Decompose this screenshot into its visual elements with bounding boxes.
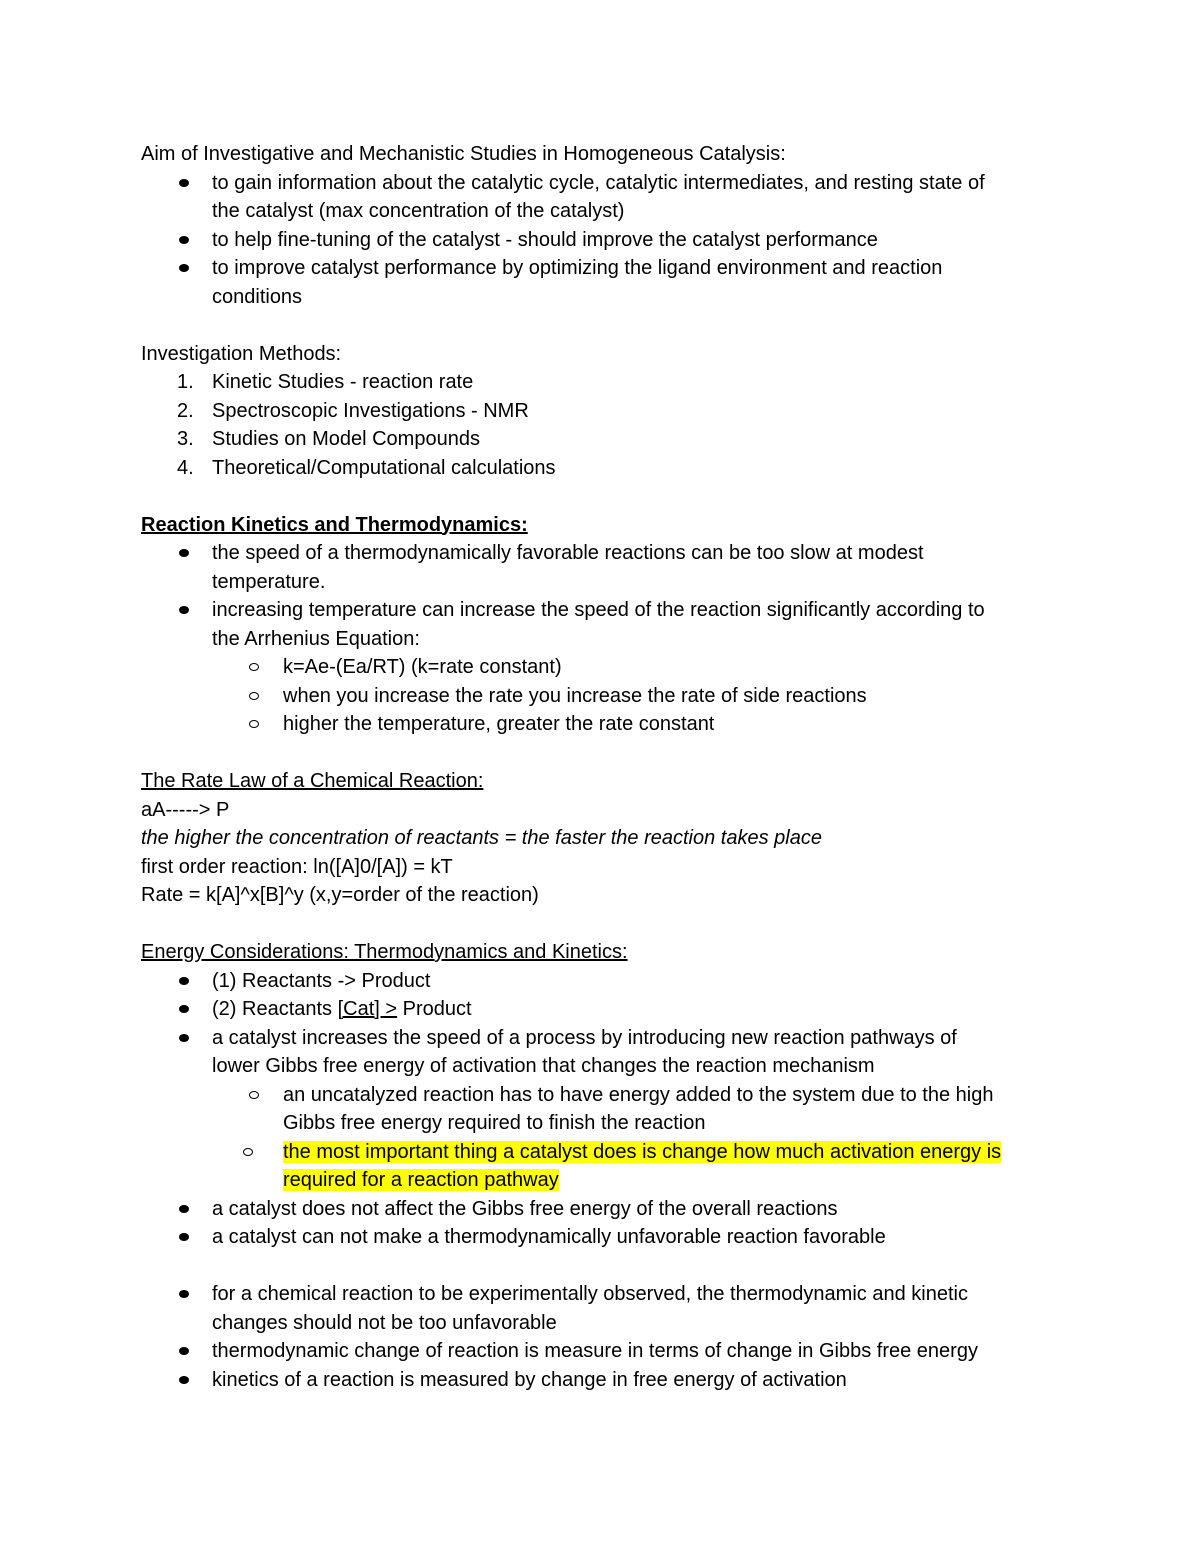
methods-list [141, 368, 1071, 482]
italic-note: the higher the concentration of reactants = the faster the reaction takes place [141, 827, 822, 849]
sub-list-item: higher the temperature, greater the rate constant [141, 710, 1071, 739]
list-item: 4. Theoretical/Computational calculations [141, 454, 1071, 483]
list-item: to improve catalyst performance by optimizing the ligand environment and reaction conditions [141, 254, 1071, 311]
kinetics-list [141, 539, 1071, 739]
list-number: 3. [177, 428, 194, 450]
section-energy-title: Energy Considerations: Thermodynamics and Kinetics: [141, 941, 628, 963]
bullet-icon [179, 977, 189, 985]
bullet-icon [179, 179, 189, 187]
list-item: thermodynamic change of reaction is measure in terms of change in Gibbs free energy [141, 1337, 1071, 1366]
list-item: to help fine-tuning of the catalyst - should improve the catalyst performance [141, 226, 1071, 255]
reaction-equation: aA-----> P [141, 798, 230, 821]
list-number: 2. [177, 399, 194, 422]
list-item: 3. Studies on Model Compounds [141, 425, 1071, 454]
list-item: increasing temperature can increase the speed of the reaction significantly according to the Arrhenius Equation: [141, 596, 1071, 653]
list-item: a catalyst increases the speed of a process by introducing new reaction pathways of lower Gibbs free energy of activation that changes the reaction mechanism [141, 1024, 1071, 1081]
document-page [141, 140, 1071, 1394]
highlighted-text: required for a reaction pathway [283, 1169, 559, 1191]
bullet-icon [179, 236, 189, 244]
catalyst-label: [Cat] > [337, 998, 398, 1020]
hollow-bullet-icon [249, 692, 259, 700]
energy-list [141, 967, 1071, 1252]
bullet-icon [179, 1005, 189, 1013]
list-item: a catalyst can not make a thermodynamically unfavorable reaction favorable [141, 1223, 1071, 1252]
bullet-icon [179, 1034, 189, 1042]
list-item: to gain information about the catalytic cycle, catalytic intermediates, and resting state of the catalyst (max concentration of the catalyst) [141, 169, 1071, 226]
section-kinetics-title: Reaction Kinetics and Thermodynamics: [141, 513, 528, 536]
hollow-bullet-icon [249, 720, 259, 728]
highlighted-text: the most important thing a catalyst does is change how much activation energy is [283, 1140, 1002, 1163]
hollow-bullet-icon [243, 1148, 253, 1156]
bullet-icon [179, 1347, 189, 1355]
bullet-icon [179, 1290, 189, 1298]
hollow-bullet-icon [249, 663, 259, 671]
sub-list-item-highlighted [141, 1138, 1071, 1195]
sub-list-item: k=Ae-(Ea/RT) (k=rate constant) [141, 653, 1071, 682]
list-item: the speed of a thermodynamically favorable reactions can be too slow at modest temperature. [141, 539, 1071, 596]
bullet-icon [179, 264, 189, 272]
energy-list-continued [141, 1280, 1071, 1394]
section-aim-title: Aim of Investigative and Mechanistic Studies in Homogeneous Catalysis: [141, 143, 786, 165]
sub-list-item: an uncatalyzed reaction has to have energy added to the system due to the high Gibbs free energy required to finish the reaction [141, 1081, 1071, 1138]
aim-list [141, 169, 1071, 312]
bullet-icon [179, 549, 189, 557]
first-order-equation: first order reaction: ln([A]0/[A]) = kT [141, 855, 453, 878]
bullet-icon [179, 1233, 189, 1241]
list-item: (1) Reactants -> Product [141, 967, 1071, 996]
list-item: a catalyst does not affect the Gibbs free energy of the overall reactions [141, 1195, 1071, 1224]
list-item: for a chemical reaction to be experimentally observed, the thermodynamic and kinetic changes should not be too unfavorable [141, 1280, 1071, 1337]
bullet-icon [179, 1376, 189, 1384]
bullet-icon [179, 1205, 189, 1213]
hollow-bullet-icon [249, 1091, 259, 1099]
list-item: (2) Reactants [Cat] > Product [141, 995, 1071, 1024]
list-item: 2. Spectroscopic Investigations - NMR [141, 397, 1071, 426]
list-number: 4. [177, 456, 194, 479]
section-methods-title: Investigation Methods: [141, 342, 342, 365]
sub-list-item: when you increase the rate you increase the rate of side reactions [141, 682, 1071, 711]
list-item: 1. Kinetic Studies - reaction rate [141, 368, 1071, 397]
list-number: 1. [177, 371, 194, 393]
section-rate-law-title: The Rate Law of a Chemical Reaction: [141, 770, 484, 792]
list-item: kinetics of a reaction is measured by change in free energy of activation [141, 1366, 1071, 1395]
bullet-icon [179, 606, 189, 614]
rate-equation: Rate = k[A]^x[B]^y (x,y=order of the reaction) [141, 884, 539, 906]
